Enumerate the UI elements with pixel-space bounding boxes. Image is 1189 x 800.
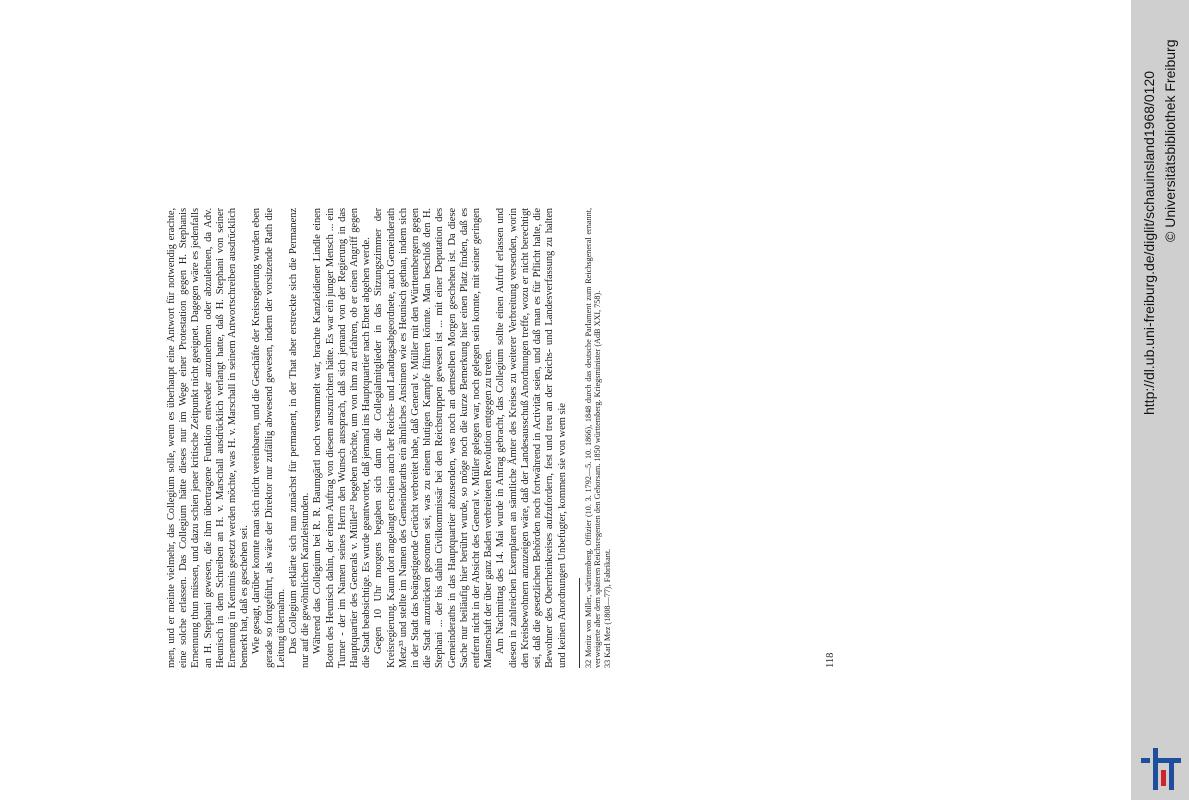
footnote-divider [579, 578, 580, 668]
paragraph-6: Am Nachmittag des 14. Mai wurde in Antrag gebracht, das Collegium sollte einen Aufruf erlassen und diesen in zahlreichen Exemplaren an sämtliche Ämter des Kreises zu weiterer Verbreitung versenden, worin den Kreisbewohnern anzuzeigen wäre, daß der Landesausschuß Anordnungen treffe, wozu er nicht berechtigt sei, daß die gesetzlichen Behörden noch fortwährend in Activität seien, und daß man es für Pflicht halte, die Bewohner des Oberrheinkreises aufzufordern, fest und treu an der Reichs- und Landesverfassung zu halten und keinen Anordnungen Unbefugter, kommen sie von wem sie [495, 208, 568, 668]
paragraph-1: men, und er meinte vielmehr, das Collegium solle, wenn es überhaupt eine Antwort für notwendig erachte, eine solche erlassen. Das Collegium hätte dieses nur im Wege einer Protestation gegen H. Stephanis Ernennung thun müssen, und dazu schien jener kritische Zeitpunkt nicht geeignet. Dagegen wäre es jedenfalls an H. Stephani gewesen, die ihm übertragene Funktion entweder anzunehmen oder abzulehnen, da Adv. Heunisch in dem Schreiben an H. v. Marschall ausdrücklich verlangt hatte, daß H. Stephani von seiner Ernennung in Kenntnis gesetzt werden möchte, was H. v. Marschall in seinem Antwortschreiben ausdrücklich bemerkt hat, daß es geschehen sei. [166, 208, 251, 668]
footnote-33: 33 Karl Mez (1808—77), Fabrikant. [602, 548, 612, 668]
copyright-notice: © Universitätsbibliothek Freiburg [1162, 39, 1178, 242]
permalink-url[interactable]: http://dl.ub.uni-freiburg.de/diglit/schauinsland1968/0120 [1141, 70, 1157, 415]
rotated-page-content [166, 208, 834, 668]
university-library-logo-icon [1141, 746, 1183, 792]
logo-bar-top [1153, 758, 1181, 763]
body-text [166, 208, 569, 668]
paragraph-2: Wie gesagt, darüber konnte man sich nicht vereinbaren, und die Geschäfte der Kreisregierung wurden eben gerade so fortgeführt, als wäre der Direktor nur zufällig abwesend gewesen, indem der vorsitzende Rath die Leitung übernahm. [251, 208, 287, 668]
library-sidebar [1131, 0, 1189, 800]
paragraph-4: Während das Collegium bei R. R. Baumgärtl noch versammelt war, brachte Kanzleidiener Lindle einen Boten des Heunisch dahin, der einen Auftrag von diesem auszurichten hätte. Es war ein junger Mensch ... ein Turner - der im Namen seines Herrn den Wunsch aussprach, daß sich jemand von der Regierung in das Hauptquartier des Generals v. Müller³² begeben möchte, um von ihm zu erfahren, ob er einen Angriff gegen die Stadt beabsichtige. Es wurde geantwortet, daß jemand ins Hauptquartier nach Ebnet abgehen werde. [312, 208, 373, 668]
logo-bar-left [1141, 758, 1150, 763]
footnote-32: 32 Moritz von Miller, württemberg. Offizier (10. 3. 1792—5. 10. 1866), 1848 durch das deutsche Parlament zum Reichsgeneral ernannt, verweigerte aber dem späteren Reichsregenten den Gehorsam. 1850 württemberg. Kriegsminister (AdB XXI, 758). [583, 208, 603, 668]
logo-bar-stem-1 [1153, 748, 1158, 790]
page-number: 118 [825, 652, 836, 668]
paragraph-3: Das Collegium erklärte sich nun zunächst für permanent, in der That aber erstreckte sich die Permanenz nur auf die gewöhnlichen Kanzleistunden. [288, 208, 312, 668]
paragraph-5: Gegen 10 Uhr morgens begaben sich dann die Collegialmitglieder in das Sitzungszimmer der Kreisregierung. Kaum dort angelangt erschien auch der Reichs- und Landtagsabgeordnete, auch Gemeinderath Metz³³ und stellte im Namen des Gemeinderaths ein ähnliches Ansinnen wie es Heunisch gethan, indem sich in der Stadt das beängstigende Gerücht verbreitet habe, daß General v. Müller mit den Württembergern gegen die Stadt anzurücken gesonnen sei, was zu einem blutigen Kampfe führen könnte. Man beschloß den H. Stephani ... der bis dahin Civilkommissär bei den Reichstruppen gewesen ist ... mit einer Deputation des Gemeinderaths in das Hauptquartier abzusenden, was noch an demselben Morgen geschehen ist. Da diese Sache nur beiläufig hier berührt wurde, so möge noch die kurze Bemerkung hier einen Platz finden, daß es entfernt nicht in der Absicht des General v. Müller gelegen war, noch gelegen sein konnte, mit seiner geringen Mannschaft der über ganz Baden verbreiteten Revolution entgegen zu treten. [373, 208, 495, 668]
logo-bar-red [1161, 770, 1166, 786]
